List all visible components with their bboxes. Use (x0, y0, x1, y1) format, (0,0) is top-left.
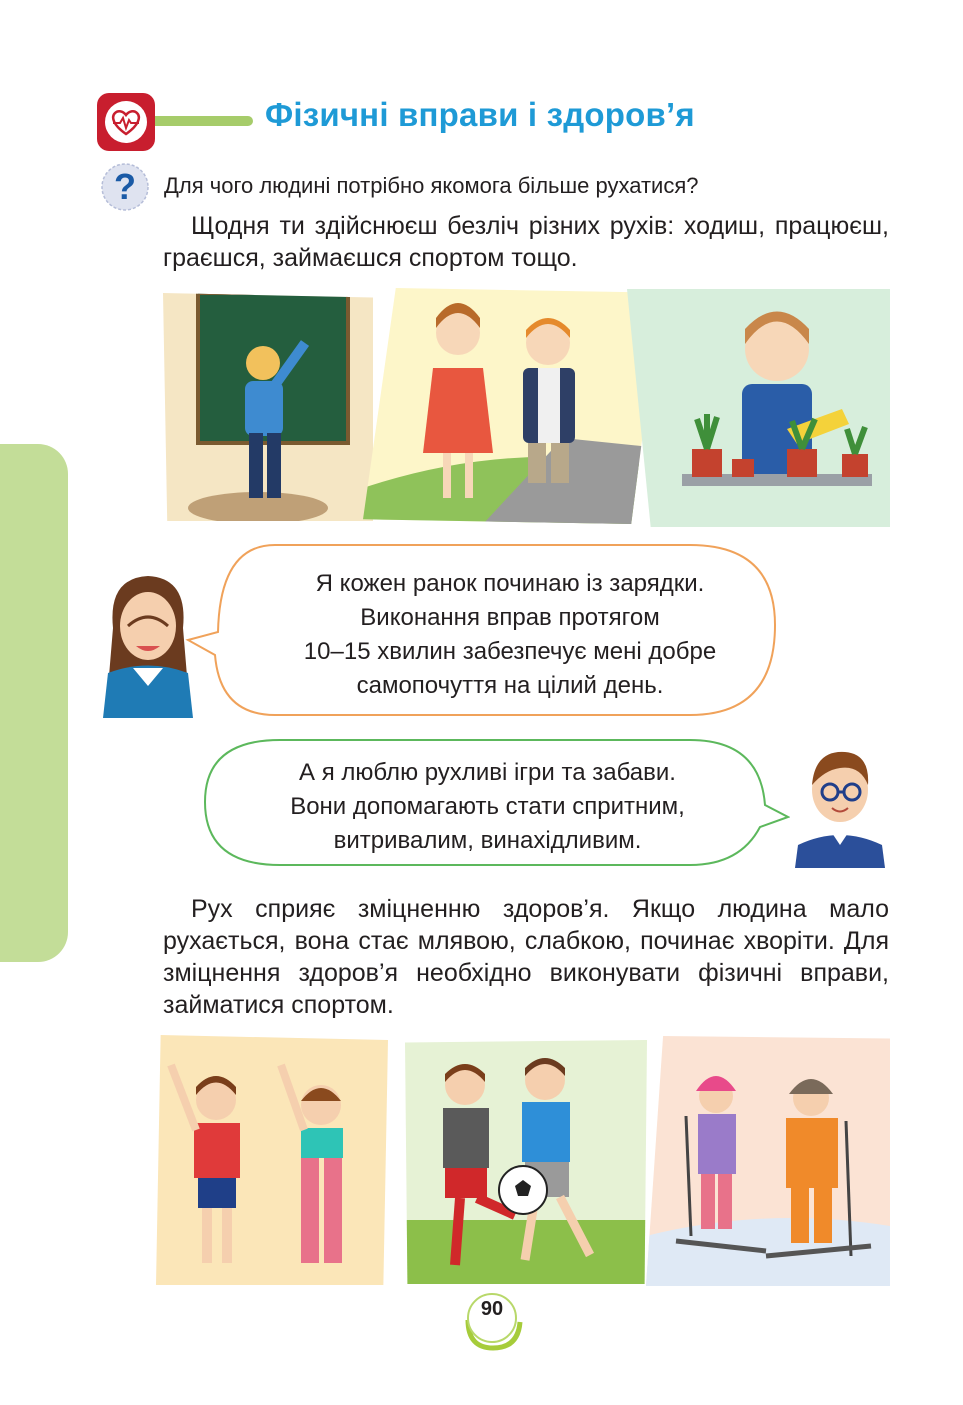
children-doing-exercises-illustration (156, 1035, 388, 1285)
bubble-line: Я кожен ранок починаю із зарядки. (315, 570, 705, 597)
bubble-line: Виконання вправ протягом (360, 604, 660, 631)
children-skiing-illustration (646, 1036, 890, 1286)
intro-paragraph: Щодня ти здійснюєш безліч різних рухів: ходиш, працюєш, граєшся, займаєшся спортом тощо. (163, 212, 889, 272)
boy-avatar (790, 740, 890, 868)
bubble-line: витривалим, винахідливим. (333, 827, 642, 854)
girl-watering-plants-illustration (627, 289, 890, 527)
bubble-line: А я люблю рухливі ігри та забави. (299, 759, 676, 786)
bubble-line: 10–15 хвилин забезпечує мені добре (303, 638, 717, 665)
page-title: Фізичні вправи і здоров’я (265, 96, 695, 133)
bubble-line: Вони допомагають стати спритним, (290, 793, 685, 820)
boy-speech-text (205, 756, 770, 858)
girl-speech-text (240, 567, 780, 703)
question-text: Для чого людині потрібно якомога більше рухатися? (164, 173, 699, 198)
health-paragraph: Рух сприяє зміцненню здоров’я. Якщо людина мало рухається, вона стає млявою, слабкою, починає хворіти. Для зміцнення здоров’я необхідно виконувати фізичні вправи, займатися спортом. (163, 895, 889, 1019)
heartbeat-icon (97, 93, 155, 151)
header-rule (155, 116, 253, 126)
side-tab (0, 444, 68, 962)
question-mark-icon (100, 162, 150, 212)
page-number: 90 (480, 1298, 504, 1320)
girl-and-boy-walking-illustration (363, 288, 661, 524)
bubble-line: самопочуття на цілий день. (356, 672, 664, 699)
boys-playing-football-illustration (405, 1040, 647, 1284)
boy-writing-at-board-illustration (163, 293, 373, 521)
svg-text:?: ? (114, 166, 136, 207)
